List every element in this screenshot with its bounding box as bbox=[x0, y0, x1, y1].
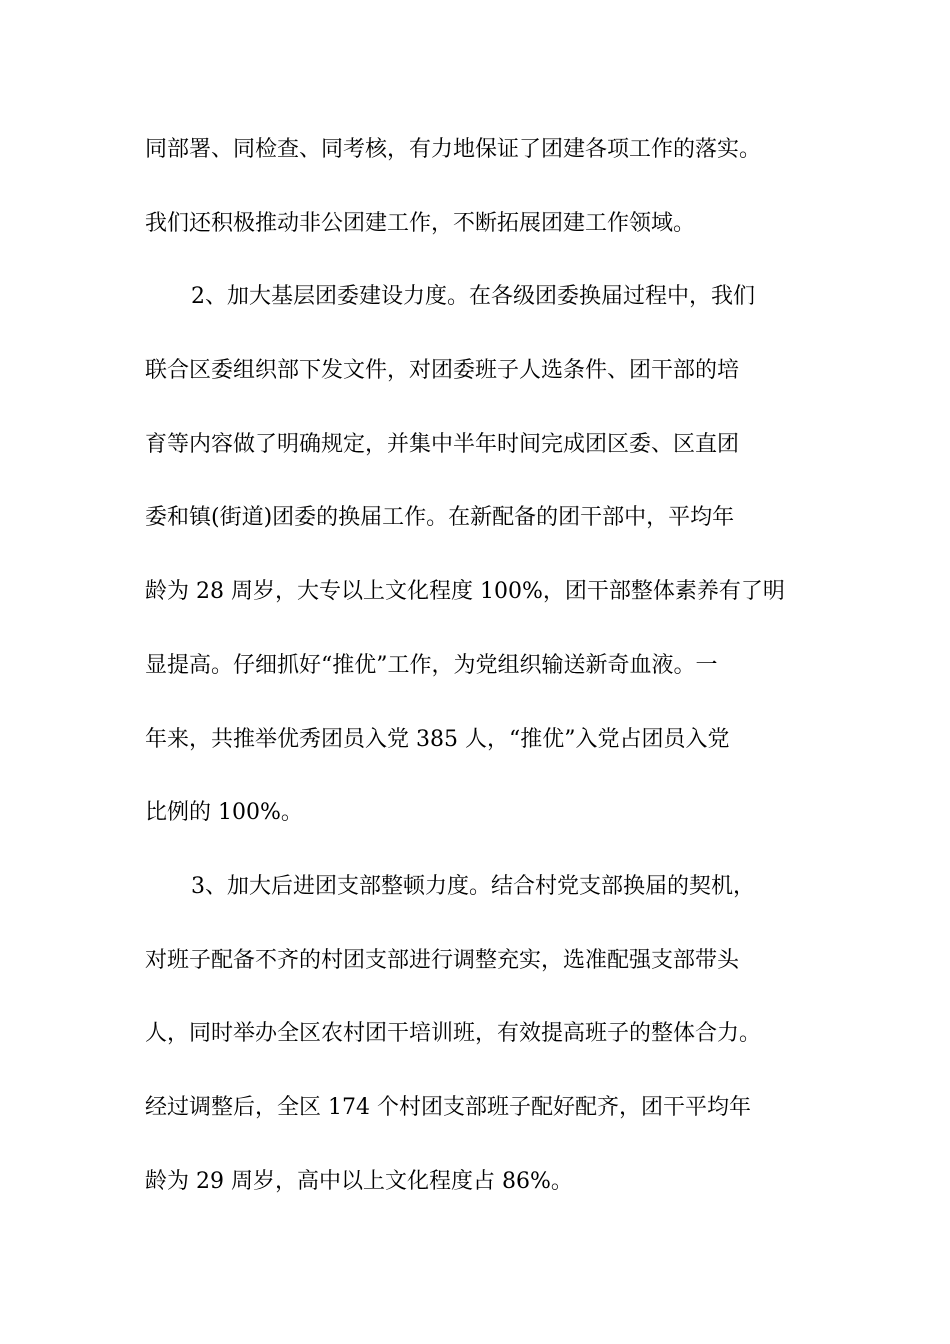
text-line: 育等内容做了明确规定，并集中半年时间完成团区委、区直团 bbox=[145, 431, 740, 457]
paragraph-start-line: 3、加大后进团支部整顿力度。结合村党支部换届的契机， bbox=[191, 873, 755, 899]
text-line: 人，同时举办全区农村团干培训班，有效提高班子的整体合力。 bbox=[145, 1021, 762, 1047]
text-line: 我们还积极推动非公团建工作，不断拓展团建工作领域。 bbox=[145, 210, 696, 236]
text-line: 对班子配备不齐的村团支部进行调整充实，选准配强支部带头 bbox=[145, 947, 740, 973]
text-line: 经过调整后，全区 174 个村团支部班子配好配齐，团干平均年 bbox=[145, 1094, 751, 1120]
text-line: 委和镇(街道)团委的换届工作。在新配备的团干部中，平均年 bbox=[145, 505, 735, 531]
text-line: 比例的 100%。 bbox=[145, 800, 303, 826]
text-line: 龄为 28 周岁，大专以上文化程度 100%，团干部整体素养有了明 bbox=[145, 579, 785, 605]
body-text bbox=[145, 126, 810, 1231]
text-line: 联合区委组织部下发文件，对团委班子人选条件、团干部的培 bbox=[145, 358, 740, 384]
text-line: 龄为 29 周岁，高中以上文化程度占 86%。 bbox=[145, 1168, 573, 1194]
paragraph-start-line: 2、加大基层团委建设力度。在各级团委换届过程中，我们 bbox=[191, 284, 755, 310]
text-line: 年来，共推举优秀团员入党 385 人，“推优”入党占团员入党 bbox=[145, 726, 730, 752]
text-line: 显提高。仔细抓好“推优”工作，为党组织输送新奇血液。一 bbox=[145, 652, 718, 678]
text-line: 同部署、同检查、同考核，有力地保证了团建各项工作的落实。 bbox=[145, 137, 762, 162]
